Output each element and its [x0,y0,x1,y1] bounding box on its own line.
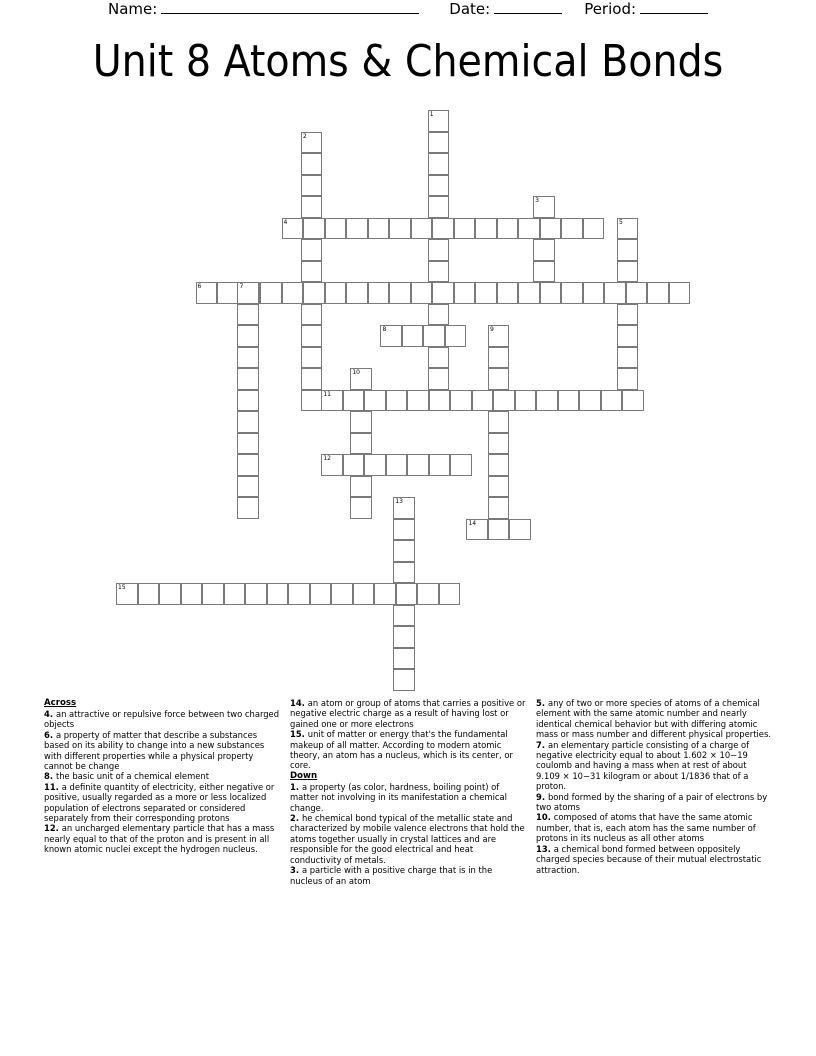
crossword-cell[interactable] [488,476,510,498]
crossword-cell[interactable] [488,454,510,476]
clue-number: 13. [536,843,554,854]
clue-text: a chemical bond formed between oppositely charged species because of their mutual electrostatic attraction. [536,843,762,875]
crossword-cell[interactable] [561,218,583,240]
clue-text: a particle with a positive charge that is in the nucleus of an atom [290,865,493,886]
crossword-cell[interactable] [617,347,639,369]
crossword-cell[interactable] [301,132,323,154]
clue-text: composed of atoms that have the same atomic number, that is, each atom has the same number of protons in its nucleus as all other atoms [536,812,756,844]
crossword-cell[interactable] [604,282,626,304]
crossword-cell[interactable] [617,239,639,261]
clue-column-2 [290,698,526,886]
crossword-cell[interactable] [325,218,347,240]
crossword-cell[interactable] [454,218,476,240]
clue-text: an atom or group of atoms that carries a positive or negative electric charge as a result of having lost or gained one or more electrons [290,698,526,729]
crossword-cell[interactable] [428,153,450,175]
crossword-cell[interactable] [475,218,497,240]
crossword-cell[interactable] [267,583,289,605]
clue-item [44,771,280,781]
crossword-cell[interactable] [343,454,365,476]
clue-text: a property of matter that describe a substances based on its ability to change into a new substances with different properties while a physical property cannot be change [44,729,265,772]
crossword-cell[interactable] [647,282,669,304]
crossword-cell[interactable] [159,583,181,605]
crossword-cell[interactable] [411,282,433,304]
clue-number: 15. [290,729,308,740]
crossword-cell[interactable] [310,583,332,605]
crossword-cell[interactable] [617,261,639,283]
crossword-cell[interactable] [393,605,415,627]
crossword-cell[interactable] [466,519,488,541]
clue-item [290,813,526,865]
crossword-cell[interactable] [509,519,531,541]
crossword-cell[interactable] [260,282,282,304]
crossword-cell[interactable] [181,583,203,605]
crossword-cell[interactable] [237,497,259,519]
crossword-cell[interactable] [301,175,323,197]
crossword-cell[interactable] [488,325,510,347]
crossword-cell[interactable] [350,411,372,433]
crossword-cell[interactable] [331,583,353,605]
clue-number: 5. [536,698,548,708]
crossword-cell[interactable] [428,347,450,369]
crossword-cell[interactable] [301,368,323,390]
crossword-cell[interactable] [350,476,372,498]
crossword-cell[interactable] [288,583,310,605]
crossword-cell[interactable] [617,325,639,347]
down-heading: Down [290,770,318,781]
crossword-cell[interactable] [536,390,558,412]
crossword-cell[interactable] [393,497,415,519]
crossword-cell[interactable] [423,325,445,347]
crossword-cell[interactable] [301,239,323,261]
crossword-cell[interactable] [301,325,323,347]
crossword-cell[interactable] [450,390,472,412]
crossword-cell[interactable] [393,669,415,691]
crossword-cell[interactable] [396,583,418,605]
crossword-cell[interactable] [617,368,639,390]
clue-item [290,698,526,729]
cell-number: 11 [323,390,331,398]
crossword-cell[interactable] [350,433,372,455]
cell-number: 10 [352,369,360,376]
clue-item [536,812,772,843]
clue-item [44,730,280,772]
crossword-cell[interactable] [497,218,519,240]
crossword-cell[interactable] [488,368,510,390]
clue-number: 11. [44,781,62,792]
crossword-cell[interactable] [428,304,450,326]
crossword-cell[interactable] [533,239,555,261]
crossword-cell[interactable] [428,110,450,132]
page-title: Unit 8 Atoms & Chemical Bonds [92,36,724,87]
clue-text: the basic unit of a chemical element [55,771,209,782]
crossword-cell[interactable] [558,390,580,412]
period-label: Period: [584,0,637,18]
clue-text: he chemical bond typical of the metallic state and characterized by mobile valence electrons that hold the atoms together usually in crystal lattices and are responsible for the good electrical and heat conductivity of metals. [290,813,525,865]
clue-number: 6. [44,729,56,740]
cell-number: 6 [197,283,202,290]
crossword-cell[interactable] [407,454,429,476]
crossword-cell[interactable] [301,347,323,369]
cell-number: 7 [239,283,244,290]
clue-text: unit of matter or energy that's the fundamental makeup of all matter. According to modern atomic theory, an atom has a nucleus, which is its center, or core. [290,729,513,771]
crossword-cell[interactable] [303,282,325,304]
clue-number: 14. [290,698,308,708]
crossword-cell[interactable] [237,304,259,326]
clue-item [536,844,772,875]
crossword-cell[interactable] [488,433,510,455]
clue-item [290,865,526,886]
crossword-cell[interactable] [343,390,365,412]
across-heading: Across [44,698,77,708]
crossword-cell[interactable] [368,282,390,304]
crossword-cell[interactable] [488,347,510,369]
crossword-cell[interactable] [350,368,372,390]
crossword-cell[interactable] [515,390,537,412]
crossword-cell[interactable] [533,196,555,218]
crossword-cell[interactable] [346,218,368,240]
clue-item [536,792,772,813]
crossword-cell[interactable] [301,153,323,175]
crossword-cell[interactable] [237,411,259,433]
clue-number: 7. [536,739,548,750]
crossword-cell[interactable] [617,218,639,240]
crossword-cell[interactable] [202,583,224,605]
clue-item [44,823,280,854]
cell-number: 8 [382,326,387,333]
crossword-cell[interactable] [583,282,605,304]
crossword-cell[interactable] [583,218,605,240]
crossword-cell[interactable] [432,218,454,240]
crossword-cell[interactable] [245,583,267,605]
clue-text: bond formed by the sharing of a pair of electrons by two atoms [536,791,768,813]
crossword-cell[interactable] [493,390,515,412]
cell-number: 9 [489,326,494,333]
cell-number: 1 [429,111,434,118]
crossword-cell[interactable] [393,648,415,670]
crossword-cell[interactable] [301,390,323,412]
clue-item [290,729,526,771]
cell-number: 12 [323,455,331,462]
crossword-cell[interactable] [237,282,259,304]
crossword-cell[interactable] [237,433,259,455]
clue-text: any of two or more species of atoms of a chemical element with the same atomic number and nearly identical chemical behavior but with differing atomic mass or mass number and different physical properties. [536,698,771,740]
date-label: Date: [449,0,491,18]
crossword-cell[interactable] [454,282,476,304]
crossword-cell[interactable] [364,454,386,476]
clue-text: an uncharged elementary particle that has a mass nearly equal to that of the proton and is present in all known atomic nuclei except the hydrogen nucleus. [44,823,275,855]
crossword-cell[interactable] [428,261,450,283]
clue-number: 2. [290,813,302,824]
crossword-cell[interactable] [237,390,259,412]
crossword-cell[interactable] [303,218,325,240]
crossword-cell[interactable] [364,390,386,412]
crossword-cell[interactable] [428,368,450,390]
crossword-cell[interactable] [518,218,540,240]
clue-text: a property (as color, hardness, boiling point) of matter not involving in its manifestation a chemical change. [290,781,507,813]
crossword-cell[interactable] [432,282,454,304]
crossword-cell[interactable] [237,347,259,369]
crossword-cell[interactable] [407,390,429,412]
clue-text: an attractive or repulsive force between two charged objects [44,709,280,730]
crossword-cell[interactable] [439,583,461,605]
crossword-cell[interactable] [224,583,246,605]
crossword-cell[interactable] [669,282,691,304]
clue-list [44,698,774,886]
crossword-cell[interactable] [282,282,304,304]
crossword-cell[interactable] [428,239,450,261]
clue-text: a definite quantity of electricity, either negative or positive, usually regarded as a more or less localized population of electrons separated or considered separately from their corresponding protons [44,781,275,824]
crossword-cell[interactable] [429,454,451,476]
crossword-cell[interactable] [393,626,415,648]
clue-number: 8. [44,771,56,782]
clue-number: 3. [290,865,302,876]
clue-item [44,782,280,824]
crossword-cell[interactable] [237,325,259,347]
crossword-cell[interactable] [428,196,450,218]
name-label: Name: [107,0,158,18]
crossword-cell[interactable] [445,325,467,347]
crossword-cell[interactable] [301,261,323,283]
crossword-cell[interactable] [429,390,451,412]
clue-column-1 [44,698,280,886]
crossword-cell[interactable] [237,368,259,390]
crossword-cell[interactable] [138,583,160,605]
crossword-cell[interactable] [402,325,424,347]
crossword-cell[interactable] [346,282,368,304]
crossword-cell[interactable] [301,304,323,326]
crossword-cell[interactable] [217,282,239,304]
crossword-cell[interactable] [325,282,347,304]
crossword-cell[interactable] [488,497,510,519]
crossword-cell[interactable] [622,390,644,412]
cell-number: 14 [468,519,477,527]
crossword-cell[interactable] [321,390,343,412]
clue-text: an elementary particle consisting of a charge of negative electricity equal to about 1.602 × 10−19 coulomb and having a mass when at rest of about 9.109 × 10−31 kilogram or about 1/1836 that of a proton. [536,739,750,792]
crossword-cell[interactable] [488,519,510,541]
crossword-cell[interactable] [321,454,343,476]
crossword-cell[interactable] [428,175,450,197]
crossword-cell[interactable] [393,540,415,562]
cell-number: 15 [118,584,126,591]
clue-item [290,782,526,813]
clue-item [536,698,772,740]
crossword-cell[interactable] [386,454,408,476]
crossword-cell[interactable] [417,583,439,605]
clue-number: 4. [44,709,56,719]
crossword-cell[interactable] [626,282,648,304]
crossword-cell[interactable] [561,282,583,304]
crossword-cell[interactable] [533,261,555,283]
clue-number: 9. [536,791,548,802]
crossword-cell[interactable] [450,454,472,476]
crossword-cell[interactable] [540,218,562,240]
clue-number: 12. [44,823,62,834]
crossword-cell[interactable] [393,519,415,541]
crossword-cell[interactable] [380,325,402,347]
crossword-cell[interactable] [579,390,601,412]
crossword-cell[interactable] [411,218,433,240]
crossword-cell[interactable] [237,454,259,476]
crossword-cell[interactable] [475,282,497,304]
crossword-cell[interactable] [196,282,218,304]
crossword-cell[interactable] [472,390,494,412]
clue-number: 1. [290,781,302,792]
crossword-cell[interactable] [617,304,639,326]
crossword-cell[interactable] [488,411,510,433]
crossword-cell[interactable] [368,218,390,240]
clue-number: 10. [536,812,554,823]
crossword-cell[interactable] [497,282,519,304]
cell-number: 5 [618,218,623,226]
crossword-cell[interactable] [282,218,304,240]
clue-item [44,709,280,730]
crossword-cell[interactable] [518,282,540,304]
crossword-cell[interactable] [353,583,375,605]
cell-number: 13 [395,498,403,505]
cell-number: 2 [302,132,307,140]
clue-item [536,740,772,792]
crossword-cell[interactable] [374,583,396,605]
crossword-cell[interactable] [301,196,323,218]
crossword-cell[interactable] [116,583,138,605]
crossword-cell[interactable] [601,390,623,412]
crossword-cell[interactable] [389,282,411,304]
crossword-cell[interactable] [393,562,415,584]
crossword-cell[interactable] [540,282,562,304]
crossword-cell[interactable] [386,390,408,412]
cell-number: 3 [535,197,539,204]
crossword-cell[interactable] [389,218,411,240]
clue-column-3 [536,698,772,886]
crossword-cell[interactable] [350,497,372,519]
crossword-cell[interactable] [237,476,259,498]
cell-number: 4 [283,218,288,226]
crossword-cell[interactable] [428,132,450,154]
